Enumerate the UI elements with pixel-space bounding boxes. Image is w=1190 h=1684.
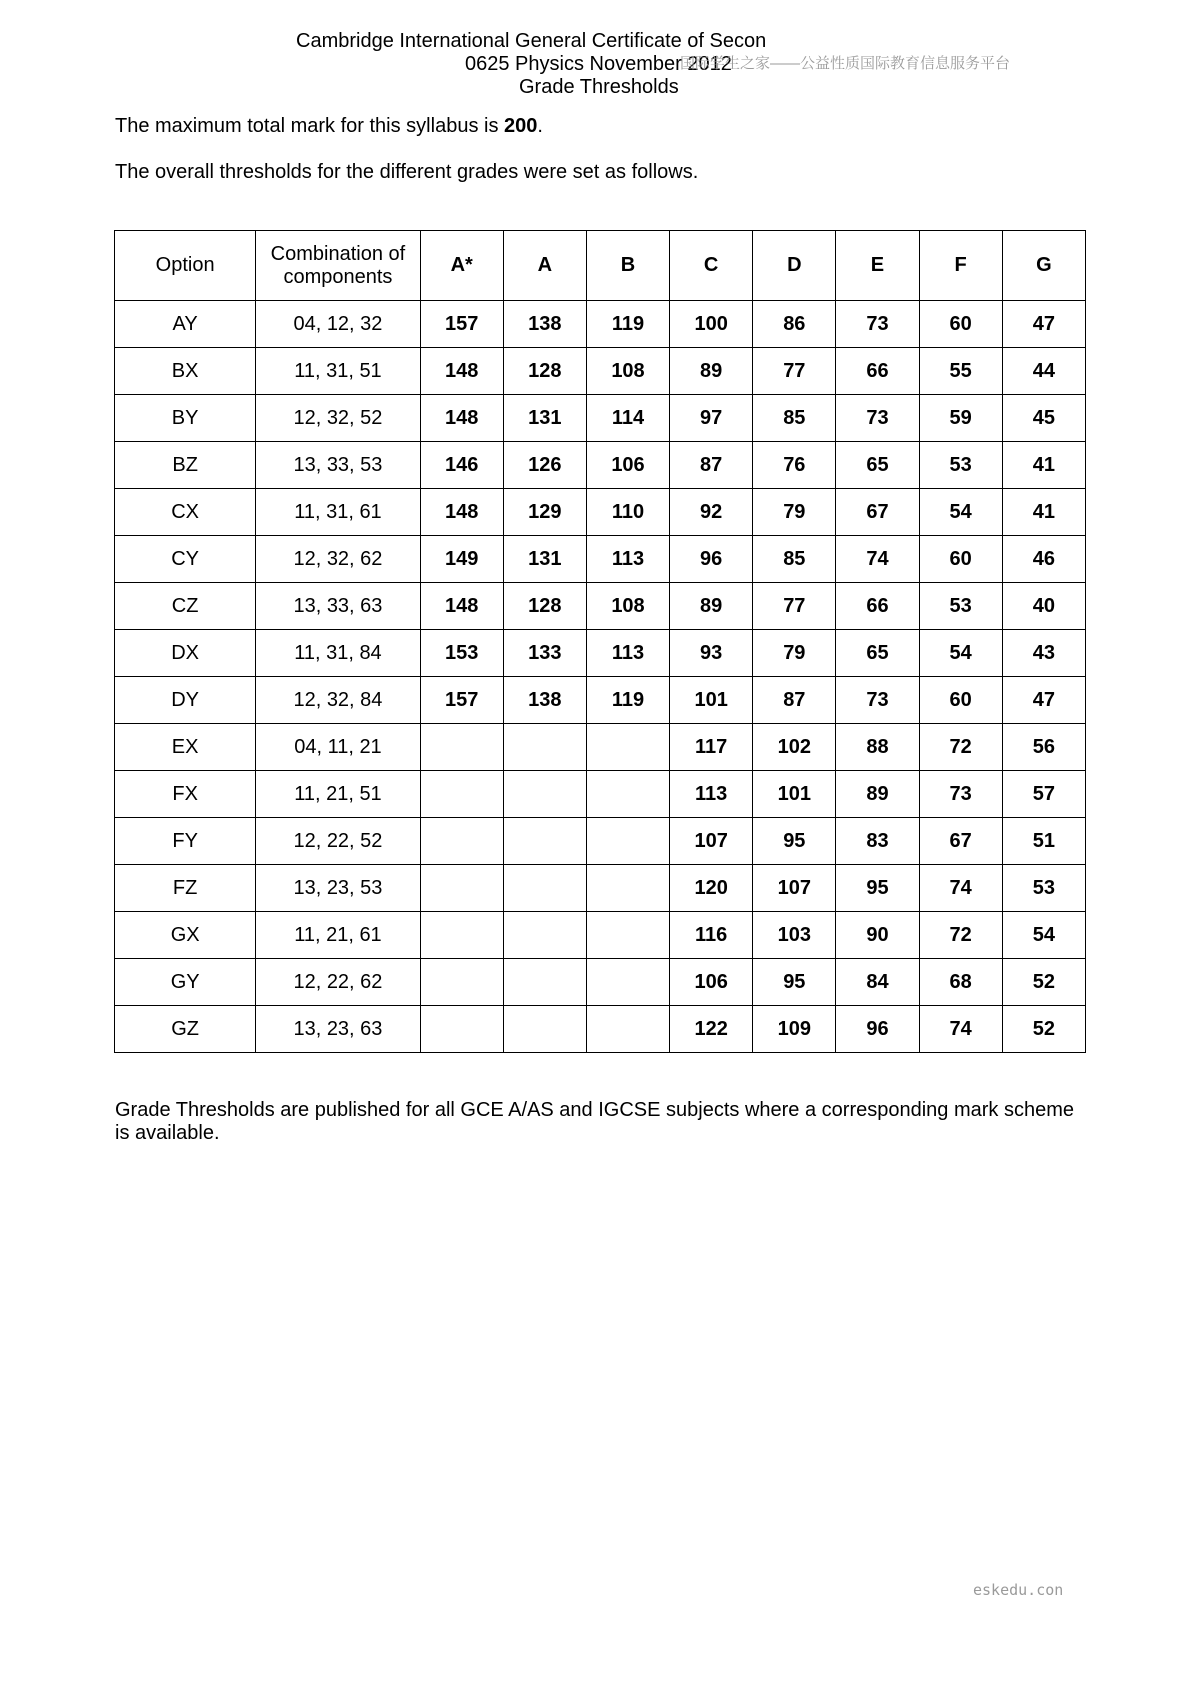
combination-cell: 11, 31, 51 <box>256 348 420 395</box>
header-grade-b: B <box>586 231 669 301</box>
grade-threshold-cell: 107 <box>670 818 753 865</box>
grade-threshold-cell: 47 <box>1002 301 1085 348</box>
grade-threshold-cell: 116 <box>670 912 753 959</box>
grade-threshold-cell: 148 <box>420 395 503 442</box>
grade-threshold-cell: 53 <box>919 442 1002 489</box>
grade-threshold-cell: 79 <box>753 630 836 677</box>
grade-threshold-cell <box>586 865 669 912</box>
table-row <box>115 301 1086 348</box>
grade-threshold-cell: 41 <box>1002 442 1085 489</box>
grade-threshold-cell: 129 <box>503 489 586 536</box>
grade-threshold-cell: 101 <box>670 677 753 724</box>
header-title-line: Cambridge International General Certificate of Secon <box>296 30 767 52</box>
table-header-row <box>115 231 1086 301</box>
header-grade-d: D <box>753 231 836 301</box>
grade-threshold-cell: 157 <box>420 677 503 724</box>
grade-threshold-cell: 57 <box>1002 771 1085 818</box>
grade-threshold-cell: 146 <box>420 442 503 489</box>
grade-threshold-cell <box>503 959 586 1006</box>
grade-threshold-cell <box>420 912 503 959</box>
grade-threshold-cell: 87 <box>753 677 836 724</box>
grade-threshold-cell: 54 <box>919 489 1002 536</box>
grade-threshold-cell: 114 <box>586 395 669 442</box>
grade-threshold-cell: 117 <box>670 724 753 771</box>
max-mark-value: 200 <box>504 115 538 137</box>
grade-threshold-cell <box>420 771 503 818</box>
header-grade-a: A <box>503 231 586 301</box>
combination-cell: 12, 32, 52 <box>256 395 420 442</box>
option-cell: DY <box>115 677 256 724</box>
grade-threshold-cell: 109 <box>753 1006 836 1053</box>
table-row <box>115 348 1086 395</box>
option-cell: BX <box>115 348 256 395</box>
grade-threshold-cell: 108 <box>586 348 669 395</box>
max-mark-statement <box>115 115 543 138</box>
option-cell: BY <box>115 395 256 442</box>
grade-threshold-cell <box>503 724 586 771</box>
grade-threshold-cell: 85 <box>753 536 836 583</box>
grade-threshold-cell: 102 <box>753 724 836 771</box>
option-cell: CY <box>115 536 256 583</box>
grade-threshold-cell: 47 <box>1002 677 1085 724</box>
option-cell: FZ <box>115 865 256 912</box>
grade-threshold-cell: 45 <box>1002 395 1085 442</box>
grade-threshold-cell <box>503 865 586 912</box>
table-row <box>115 489 1086 536</box>
grade-threshold-cell: 46 <box>1002 536 1085 583</box>
grade-threshold-cell: 138 <box>503 301 586 348</box>
combination-cell: 12, 32, 62 <box>256 536 420 583</box>
grade-threshold-cell: 133 <box>503 630 586 677</box>
grade-threshold-cell: 148 <box>420 583 503 630</box>
table-row <box>115 1006 1086 1053</box>
grade-threshold-cell: 60 <box>919 301 1002 348</box>
grade-threshold-cell: 59 <box>919 395 1002 442</box>
grade-threshold-cell: 87 <box>670 442 753 489</box>
grade-threshold-cell: 52 <box>1002 959 1085 1006</box>
grade-threshold-cell: 120 <box>670 865 753 912</box>
grade-threshold-cell <box>420 959 503 1006</box>
grade-threshold-cell: 55 <box>919 348 1002 395</box>
table-row <box>115 395 1086 442</box>
table-row <box>115 630 1086 677</box>
grade-threshold-cell: 96 <box>836 1006 919 1053</box>
grade-threshold-cell: 68 <box>919 959 1002 1006</box>
table-row <box>115 724 1086 771</box>
option-cell: GX <box>115 912 256 959</box>
grade-threshold-cell: 53 <box>1002 865 1085 912</box>
grade-threshold-cell <box>503 771 586 818</box>
grade-threshold-cell: 52 <box>1002 1006 1085 1053</box>
grade-threshold-cell: 41 <box>1002 489 1085 536</box>
grade-threshold-cell: 53 <box>919 583 1002 630</box>
combination-cell: 13, 23, 53 <box>256 865 420 912</box>
option-cell: AY <box>115 301 256 348</box>
grade-threshold-cell: 113 <box>670 771 753 818</box>
header-grade-e: E <box>836 231 919 301</box>
grade-threshold-cell <box>586 959 669 1006</box>
grade-threshold-cell: 153 <box>420 630 503 677</box>
grade-threshold-cell: 73 <box>836 395 919 442</box>
grade-threshold-cell: 107 <box>753 865 836 912</box>
option-cell: GY <box>115 959 256 1006</box>
table-row <box>115 677 1086 724</box>
grade-threshold-cell: 97 <box>670 395 753 442</box>
grade-threshold-cell: 101 <box>753 771 836 818</box>
option-cell: EX <box>115 724 256 771</box>
header-subject-line: 0625 Physics November 2012 <box>465 53 732 75</box>
grade-threshold-cell: 96 <box>670 536 753 583</box>
grade-threshold-cell: 72 <box>919 724 1002 771</box>
grade-threshold-cell: 44 <box>1002 348 1085 395</box>
table-row <box>115 771 1086 818</box>
combination-cell: 13, 33, 63 <box>256 583 420 630</box>
header-grade-f: F <box>919 231 1002 301</box>
footer-note: Grade Thresholds are published for all GCE A/AS and IGCSE subjects where a corresponding mark scheme is available. <box>115 1099 1074 1144</box>
combination-cell: 04, 11, 21 <box>256 724 420 771</box>
grade-threshold-cell: 93 <box>670 630 753 677</box>
grade-threshold-cell: 106 <box>586 442 669 489</box>
table-row <box>115 583 1086 630</box>
grade-threshold-cell: 95 <box>836 865 919 912</box>
grade-threshold-cell: 65 <box>836 442 919 489</box>
header-grade-c: C <box>670 231 753 301</box>
grade-threshold-cell: 85 <box>753 395 836 442</box>
grade-threshold-cell: 89 <box>836 771 919 818</box>
grade-threshold-cell: 73 <box>836 677 919 724</box>
grade-threshold-cell: 73 <box>836 301 919 348</box>
grade-threshold-cell: 126 <box>503 442 586 489</box>
grade-threshold-cell: 66 <box>836 583 919 630</box>
option-cell: FY <box>115 818 256 865</box>
header-grade-g: G <box>1002 231 1085 301</box>
grade-threshold-cell: 56 <box>1002 724 1085 771</box>
table-row <box>115 442 1086 489</box>
combination-cell: 13, 23, 63 <box>256 1006 420 1053</box>
table-body <box>115 301 1086 1053</box>
combination-cell: 12, 22, 52 <box>256 818 420 865</box>
combination-cell: 11, 31, 61 <box>256 489 420 536</box>
grade-threshold-cell: 119 <box>586 301 669 348</box>
grade-threshold-cell: 60 <box>919 677 1002 724</box>
grade-threshold-cell <box>586 1006 669 1053</box>
header-option: Option <box>115 231 256 301</box>
combination-cell: 12, 22, 62 <box>256 959 420 1006</box>
combination-cell: 04, 12, 32 <box>256 301 420 348</box>
grade-threshold-cell: 83 <box>836 818 919 865</box>
option-cell: CX <box>115 489 256 536</box>
grade-threshold-cell: 119 <box>586 677 669 724</box>
grade-threshold-cell: 74 <box>919 1006 1002 1053</box>
combination-cell: 13, 33, 53 <box>256 442 420 489</box>
header-document-title: Grade Thresholds <box>519 76 679 98</box>
grade-threshold-cell: 113 <box>586 630 669 677</box>
max-mark-suffix: . <box>537 115 543 137</box>
grade-threshold-cell: 89 <box>670 348 753 395</box>
max-mark-prefix: The maximum total mark for this syllabus is <box>115 115 504 137</box>
grade-threshold-cell: 138 <box>503 677 586 724</box>
grade-threshold-cell: 95 <box>753 959 836 1006</box>
grade-threshold-cell: 66 <box>836 348 919 395</box>
grade-threshold-cell <box>420 724 503 771</box>
table-row <box>115 536 1086 583</box>
option-cell: DX <box>115 630 256 677</box>
grade-threshold-cell: 110 <box>586 489 669 536</box>
grade-threshold-cell: 67 <box>919 818 1002 865</box>
option-cell: CZ <box>115 583 256 630</box>
grade-threshold-cell: 74 <box>919 865 1002 912</box>
watermark-text: 国际学生之家——公益性质国际教育信息服务平台 <box>680 55 1011 72</box>
table-row <box>115 865 1086 912</box>
grade-thresholds-table <box>114 230 1086 1053</box>
grade-threshold-cell: 72 <box>919 912 1002 959</box>
grade-threshold-cell: 113 <box>586 536 669 583</box>
grade-threshold-cell: 77 <box>753 583 836 630</box>
grade-threshold-cell: 90 <box>836 912 919 959</box>
grade-threshold-cell <box>503 1006 586 1053</box>
grade-threshold-cell: 54 <box>919 630 1002 677</box>
grade-threshold-cell: 157 <box>420 301 503 348</box>
grade-threshold-cell: 73 <box>919 771 1002 818</box>
grade-threshold-cell <box>503 912 586 959</box>
grade-threshold-cell: 76 <box>753 442 836 489</box>
grade-threshold-cell: 131 <box>503 536 586 583</box>
grade-threshold-cell: 84 <box>836 959 919 1006</box>
combination-cell: 11, 31, 84 <box>256 630 420 677</box>
table-row <box>115 912 1086 959</box>
grade-threshold-cell: 148 <box>420 489 503 536</box>
header-grade-a-star: A* <box>420 231 503 301</box>
grade-threshold-cell: 122 <box>670 1006 753 1053</box>
grade-threshold-cell: 88 <box>836 724 919 771</box>
grade-threshold-cell: 103 <box>753 912 836 959</box>
grade-threshold-cell <box>420 1006 503 1053</box>
header-combination: Combination of components <box>256 231 420 301</box>
grade-threshold-cell: 43 <box>1002 630 1085 677</box>
option-cell: BZ <box>115 442 256 489</box>
combination-cell: 12, 32, 84 <box>256 677 420 724</box>
thresholds-intro: The overall thresholds for the different grades were set as follows. <box>115 161 699 183</box>
grade-threshold-cell: 54 <box>1002 912 1085 959</box>
combination-cell: 11, 21, 51 <box>256 771 420 818</box>
grade-threshold-cell: 51 <box>1002 818 1085 865</box>
grade-threshold-cell: 92 <box>670 489 753 536</box>
grade-threshold-cell: 89 <box>670 583 753 630</box>
grade-threshold-cell: 74 <box>836 536 919 583</box>
option-cell: GZ <box>115 1006 256 1053</box>
grade-threshold-cell <box>420 818 503 865</box>
grade-threshold-cell <box>586 818 669 865</box>
grade-threshold-cell <box>503 818 586 865</box>
grade-threshold-cell: 65 <box>836 630 919 677</box>
grade-threshold-cell: 40 <box>1002 583 1085 630</box>
grade-threshold-cell: 100 <box>670 301 753 348</box>
grade-threshold-cell: 60 <box>919 536 1002 583</box>
table-row <box>115 818 1086 865</box>
grade-threshold-cell <box>586 771 669 818</box>
grade-threshold-cell: 108 <box>586 583 669 630</box>
footer-watermark: eskedu.con <box>973 1581 1064 1599</box>
grade-threshold-cell <box>420 865 503 912</box>
grade-threshold-cell: 106 <box>670 959 753 1006</box>
grade-threshold-cell <box>586 724 669 771</box>
grade-threshold-cell: 86 <box>753 301 836 348</box>
grade-threshold-cell: 149 <box>420 536 503 583</box>
combination-cell: 11, 21, 61 <box>256 912 420 959</box>
grade-threshold-cell: 128 <box>503 583 586 630</box>
grade-threshold-cell: 131 <box>503 395 586 442</box>
grade-threshold-cell: 79 <box>753 489 836 536</box>
grade-threshold-cell <box>586 912 669 959</box>
grade-threshold-cell: 148 <box>420 348 503 395</box>
table-row <box>115 959 1086 1006</box>
grade-threshold-cell: 67 <box>836 489 919 536</box>
grade-threshold-cell: 128 <box>503 348 586 395</box>
grade-threshold-cell: 77 <box>753 348 836 395</box>
option-cell: FX <box>115 771 256 818</box>
grade-threshold-cell: 95 <box>753 818 836 865</box>
